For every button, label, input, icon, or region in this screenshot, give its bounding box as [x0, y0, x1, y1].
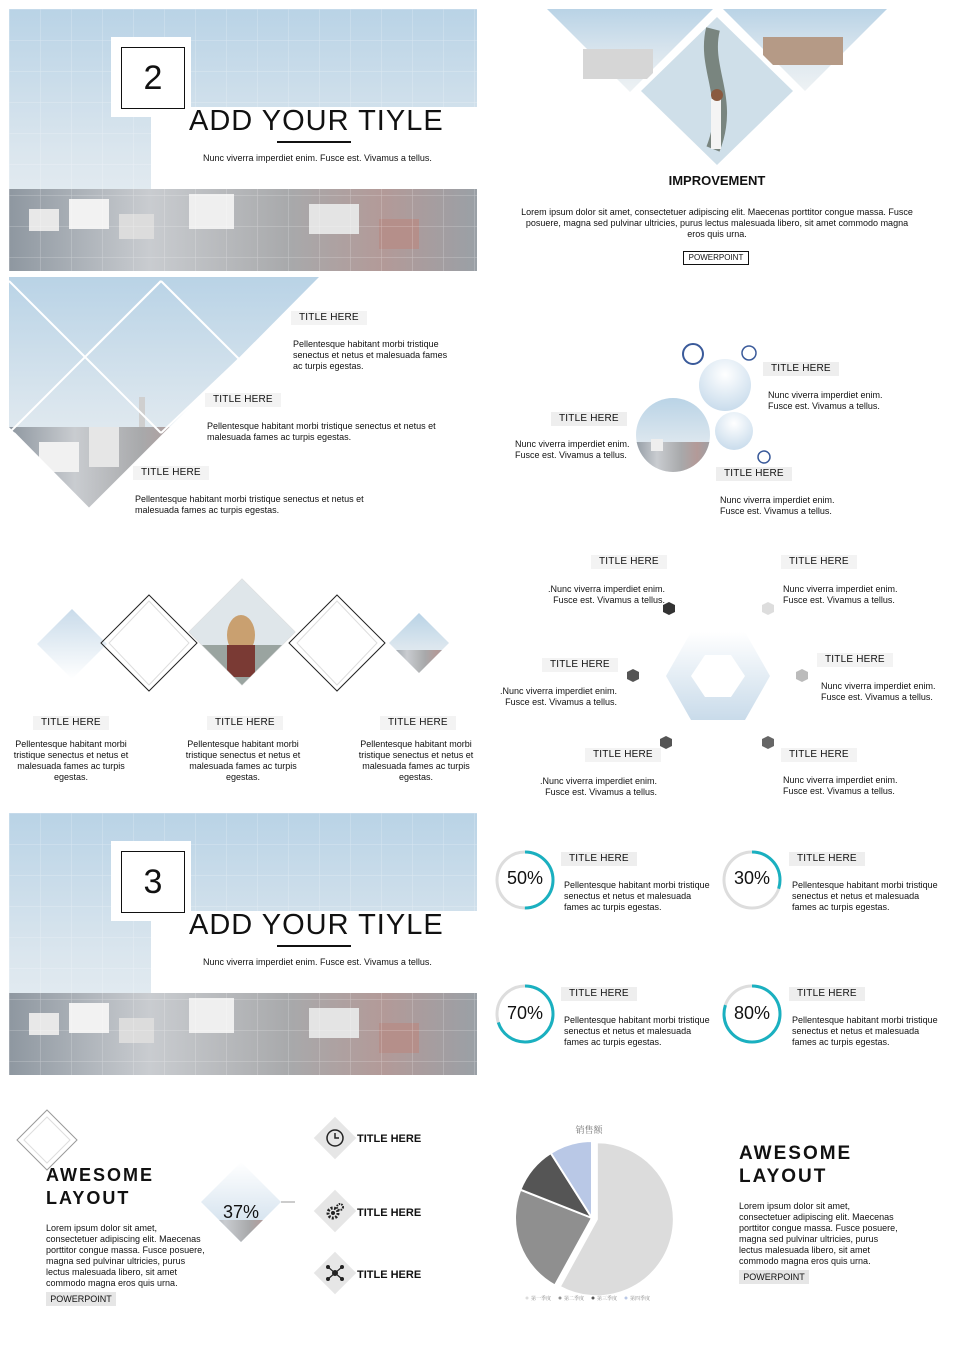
progress-text-4: Pellentesque habitant morbi tristique senectus et netus et malesuada fames ac turpis egestas. [792, 1015, 938, 1047]
awesome-heading-1: AWESOME [739, 1143, 853, 1164]
circle-text-3: Nunc viverra imperdiet enim. Fusce est. Vivamus a tellus. [720, 495, 835, 516]
hex-text-2: Nunc viverra imperdiet enim. Fusce est. Vivamus a tellus. [783, 584, 898, 605]
network-icon [325, 1263, 345, 1283]
slide-diamond-row [9, 545, 477, 807]
slide-progress-rings [483, 813, 951, 1075]
pie-chart [483, 1090, 713, 1310]
chart-title: 销售额 [575, 1125, 603, 1135]
section-number: 3 [121, 851, 185, 913]
section-title: ADD YOUR TIYLE [189, 105, 444, 137]
diamond-grid-photo [9, 277, 339, 517]
row-text-3: Pellentesque habitant morbi tristique senectus et netus et malesuada fames ac turpis egestas. [358, 739, 474, 782]
hex-text-3: .Nunc viverra imperdiet enim. Fusce est. Vivamus a tellus. [499, 686, 617, 707]
slide-pie-chart [483, 1090, 951, 1352]
hex-title-1: TITLE HERE [591, 555, 667, 569]
powerpoint-button[interactable]: POWERPOINT [739, 1270, 809, 1284]
awesome-heading-2: LAYOUT [739, 1166, 828, 1187]
slide-title-2 [9, 9, 477, 271]
hex-text-4: Nunc viverra imperdiet enim. Fusce est. Vivamus a tellus. [821, 681, 936, 702]
percent-label: 37% [222, 1202, 260, 1222]
progress-title-4: TITLE HERE [789, 987, 865, 1001]
hex-text-1: .Nunc viverra imperdiet enim. Fusce est. Vivamus a tellus. [547, 584, 665, 605]
hex-text-6: Nunc viverra imperdiet enim. Fusce est. Vivamus a tellus. [783, 775, 898, 796]
title-tag-1: TITLE HERE [291, 311, 367, 325]
legend-label-4: 第四季度 [630, 1296, 651, 1302]
legend-marker-3 [592, 1297, 595, 1300]
powerpoint-button[interactable]: POWERPOINT [683, 251, 749, 265]
title-tag-3: TITLE HERE [133, 466, 209, 480]
row-text-1: Pellentesque habitant morbi tristique senectus et netus et malesuada fames ac turpis egestas. [13, 739, 129, 782]
row-title-1: TITLE HERE [33, 716, 109, 730]
progress-percent-1: 50% [506, 868, 544, 888]
slide-awesome-list [9, 1090, 477, 1352]
progress-title-3: TITLE HERE [561, 987, 637, 1001]
progress-percent-4: 80% [733, 1003, 771, 1023]
progress-percent-3: 70% [506, 1003, 544, 1023]
legend-label-1: 第一季度 [531, 1296, 552, 1302]
list-title-3: TITLE HERE [357, 1269, 422, 1281]
circle-text-1: Nunc viverra imperdiet enim. Fusce est. Vivamus a tellus. [768, 390, 883, 411]
slide-title-3 [9, 813, 477, 1075]
title-text-3: Pellentesque habitant morbi tristique senectus et netus et malesuada fames ac turpis egestas. [135, 494, 364, 515]
hex-title-5: TITLE HERE [585, 748, 661, 762]
title-text-2: Pellentesque habitant morbi tristique senectus et netus et malesuada fames ac turpis egestas. [207, 421, 436, 442]
progress-title-1: TITLE HERE [561, 852, 637, 866]
title-underline [277, 141, 351, 143]
hex-title-2: TITLE HERE [781, 555, 857, 569]
circle-title-1: TITLE HERE [763, 362, 839, 376]
list-title-1: TITLE HERE [357, 1133, 422, 1145]
progress-percent-2: 30% [733, 868, 771, 888]
hex-title-4: TITLE HERE [817, 653, 893, 667]
slide-improvement [483, 9, 951, 271]
row-text-2: Pellentesque habitant morbi tristique senectus et netus et malesuada fames ac turpis egestas. [185, 739, 301, 782]
progress-text-2: Pellentesque habitant morbi tristique senectus et netus et malesuada fames ac turpis egestas. [792, 880, 938, 912]
legend-label-3: 第三季度 [597, 1296, 618, 1302]
legend-label-2: 第二季度 [564, 1296, 585, 1302]
progress-title-2: TITLE HERE [789, 852, 865, 866]
diamond-row [9, 545, 477, 715]
legend-marker-2 [559, 1297, 562, 1300]
hex-text-5: .Nunc viverra imperdiet enim. Fusce est. Vivamus a tellus. [539, 776, 657, 797]
gears-icon [325, 1201, 345, 1221]
title-underline [277, 945, 351, 947]
title-text-1: Pellentesque habitant morbi tristique senectus et netus et malesuada fames ac turpis egestas. [293, 339, 448, 371]
legend-marker-1 [526, 1297, 529, 1300]
circle-title-2: TITLE HERE [551, 412, 627, 426]
slide-diamond-titles [9, 277, 477, 539]
awesome-heading-2: LAYOUT [46, 1188, 131, 1208]
section-subtitle: Nunc viverra imperdiet enim. Fusce est. Vivamus a tellus. [203, 957, 432, 967]
row-title-2: TITLE HERE [207, 716, 283, 730]
section-subtitle: Nunc viverra imperdiet enim. Fusce est. Vivamus a tellus. [203, 153, 432, 163]
section-number: 2 [121, 47, 185, 109]
slide-hexagon [483, 545, 951, 807]
slide-circles [483, 277, 951, 539]
list-title-2: TITLE HERE [357, 1207, 422, 1219]
awesome-body: Lorem ipsum dolor sit amet, consectetuer adipiscing elit. Maecenas porttitor congue massa. Fusce posuere, magna sed pulvinar ultricies, purus lectus malesuada libero, sit amet commodo magna eros quis urna. [46, 1223, 205, 1288]
powerpoint-button[interactable]: POWERPOINT [46, 1292, 116, 1306]
progress-text-1: Pellentesque habitant morbi tristique senectus et netus et malesuada fames ac turpis egestas. [564, 880, 710, 912]
improvement-body: Lorem ipsum dolor sit amet, consectetuer adipiscing elit. Maecenas porttitor congue massa. Fusce posuere, magna sed pulvinar ultricies, purus lectus malesuada libero, sit amet commodo magna eros quis urna. [521, 207, 913, 239]
circle-text-2: Nunc viverra imperdiet enim. Fusce est. Vivamus a tellus. [515, 439, 630, 460]
legend-marker-4 [625, 1297, 628, 1300]
title-tag-2: TITLE HERE [205, 393, 281, 407]
hex-title-3: TITLE HERE [542, 658, 618, 672]
clock-icon [325, 1128, 345, 1148]
awesome-heading-1: AWESOME [46, 1165, 155, 1185]
progress-text-3: Pellentesque habitant morbi tristique senectus et netus et malesuada fames ac turpis egestas. [564, 1015, 710, 1047]
improvement-heading: IMPROVEMENT [668, 173, 766, 188]
row-title-3: TITLE HERE [380, 716, 456, 730]
circle-title-3: TITLE HERE [716, 467, 792, 481]
hex-title-6: TITLE HERE [781, 748, 857, 762]
triangle-photo-collage [483, 9, 951, 179]
section-title: ADD YOUR TIYLE [189, 909, 444, 941]
awesome-body: Lorem ipsum dolor sit amet, consectetuer adipiscing elit. Maecenas porttitor congue massa. Fusce posuere, magna sed pulvinar ultricies, purus lectus malesuada libero, sit amet commodo magna eros quis urna. [739, 1201, 898, 1266]
